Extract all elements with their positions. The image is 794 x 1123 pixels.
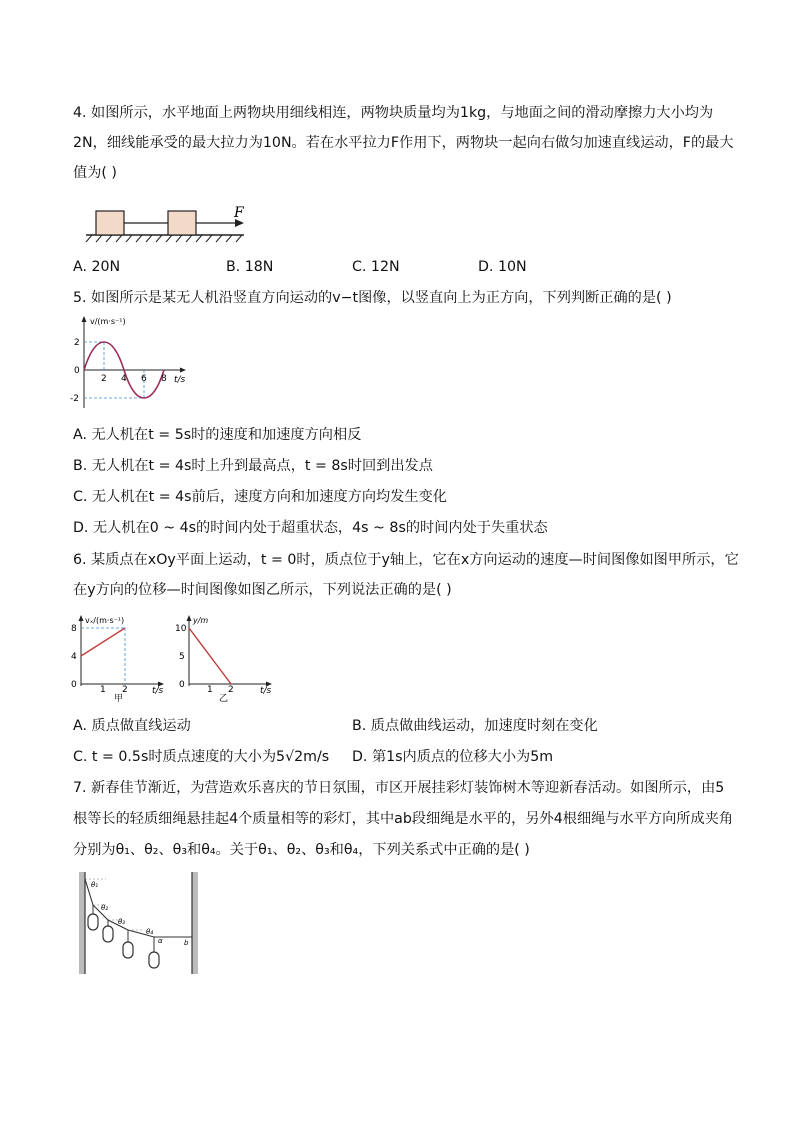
q7-label-b: b: [184, 939, 189, 947]
q5-xtick: 4: [121, 374, 127, 384]
q4-line-2: 2N，细线能承受的最大拉力为10N。若在水平拉力F作用下，两物块一起向右做匀加速直线运动，F的最大: [73, 135, 734, 151]
q6b-ytick: 5: [179, 652, 185, 662]
q7-line-2: 根等长的轻质细绳悬挂起4个质量相等的彩灯，其中ab段细绳是水平的，另外4根细绳与水平方向所成夹角: [73, 811, 734, 827]
q6b-xtick: 2: [228, 685, 234, 695]
q6-option-c: C. t = 0.5s时质点速度的大小为5√2m/s: [73, 749, 330, 765]
q7-line-3: 分别为θ₁、θ₂、θ₃和θ₄。关于θ₁、θ₂、θ₃和θ₄，下列关系式中正确的是( ): [73, 842, 530, 858]
lantern-1: [88, 914, 98, 930]
q6-option-a: A. 质点做直线运动: [73, 718, 191, 734]
q7-label-theta3: θ₃: [118, 918, 126, 926]
q6-option-d: D. 第1s内质点的位移大小为5m: [352, 749, 554, 765]
q7-line-1: 7. 新春佳节渐近，为营造欢乐喜庆的节日氛围，市区开展挂彩灯装饰树木等迎新春活动。如图所示，由5: [73, 780, 725, 796]
q6b-caption: 乙: [219, 694, 229, 702]
q5-option-d: D. 无人机在0 ~ 4s的时间内处于超重状态，4s ~ 8s的时间内处于失重状态: [73, 520, 548, 536]
q5-xtick: 6: [141, 374, 147, 384]
q7-label-theta2: θ₂: [101, 904, 109, 912]
q6a-xtick: 2: [122, 685, 128, 695]
q5-vt-graph: [70, 313, 200, 413]
q6a-ytick: 8: [71, 624, 77, 634]
q5-ylabel: v/(m·s⁻¹): [90, 317, 126, 326]
q6b-xtick: 1: [207, 685, 213, 695]
lantern-4: [149, 952, 159, 968]
q5-option-c: C. 无人机在t = 4s前后，速度方向和加速度方向均发生变化: [73, 489, 447, 505]
q6a-ytick: 0: [71, 680, 77, 690]
lantern-2: [103, 926, 113, 942]
q6b-line: [189, 628, 231, 684]
q4-force-label: F: [234, 205, 244, 221]
q6b-ytick: 0: [179, 680, 185, 690]
q4-option-c: C. 12N: [352, 259, 400, 275]
q6a-xlabel: t/s: [152, 686, 164, 696]
q6a-xtick: 1: [100, 685, 106, 695]
lantern-3: [123, 942, 133, 958]
q6a-ylabel: vₓ/(m·s⁻¹): [85, 616, 125, 625]
q5-option-a: A. 无人机在t = 5s时的速度和加速度方向相反: [73, 427, 362, 443]
q6a-ytick: 4: [71, 652, 77, 662]
q6-line-1: 6. 某质点在xOy平面上运动，t = 0时，质点位于y轴上，它在x方向运动的速度—时间图像如图甲所示，它: [73, 552, 739, 568]
q4-option-a: A. 20N: [73, 259, 121, 275]
q6-graph-a: [68, 612, 178, 702]
q6-graph-b: [172, 612, 282, 702]
q7-label-theta1: θ₁: [91, 881, 99, 889]
q4-line-3: 值为( ): [73, 165, 117, 181]
q6a-caption: 甲: [114, 694, 124, 702]
q6b-xlabel: t/s: [260, 686, 272, 696]
q7-label-alpha: α: [158, 937, 163, 945]
q4-line-1: 4. 如图所示，水平地面上两物块用细线相连，两物块质量均为1kg，与地面之间的滑动摩擦力大小均为: [73, 105, 714, 121]
q7-label-theta4: θ₄: [146, 928, 154, 936]
q5-xtick: 8: [161, 374, 167, 384]
q5-xtick: 2: [101, 374, 107, 384]
q5-line-1: 5. 如图所示是某无人机沿竖直方向运动的v−t图像，以竖直向上为正方向，下列判断正确的是( ): [73, 290, 672, 306]
q5-ytick: 0: [74, 366, 80, 376]
q6a-line: [81, 628, 125, 656]
q6b-ylabel: y/m: [193, 616, 209, 625]
q6-option-b: B. 质点做曲线运动，加速度时刻在变化: [352, 718, 598, 734]
q6b-ytick: 10: [175, 624, 187, 634]
q7-lanterns-figure: [76, 870, 200, 976]
q4-blocks-figure: [84, 200, 254, 244]
q4-option-d: D. 10N: [478, 259, 527, 275]
q5-ytick: 2: [74, 338, 80, 348]
q5-xlabel: t/s: [174, 375, 186, 385]
q4-option-b: B. 18N: [226, 259, 274, 275]
q5-option-b: B. 无人机在t = 4s时上升到最高点，t = 8s时回到出发点: [73, 458, 433, 474]
q6-line-2: 在y方向的位移—时间图像如图乙所示，下列说法正确的是( ): [73, 582, 452, 598]
q5-ytick: -2: [70, 394, 79, 404]
